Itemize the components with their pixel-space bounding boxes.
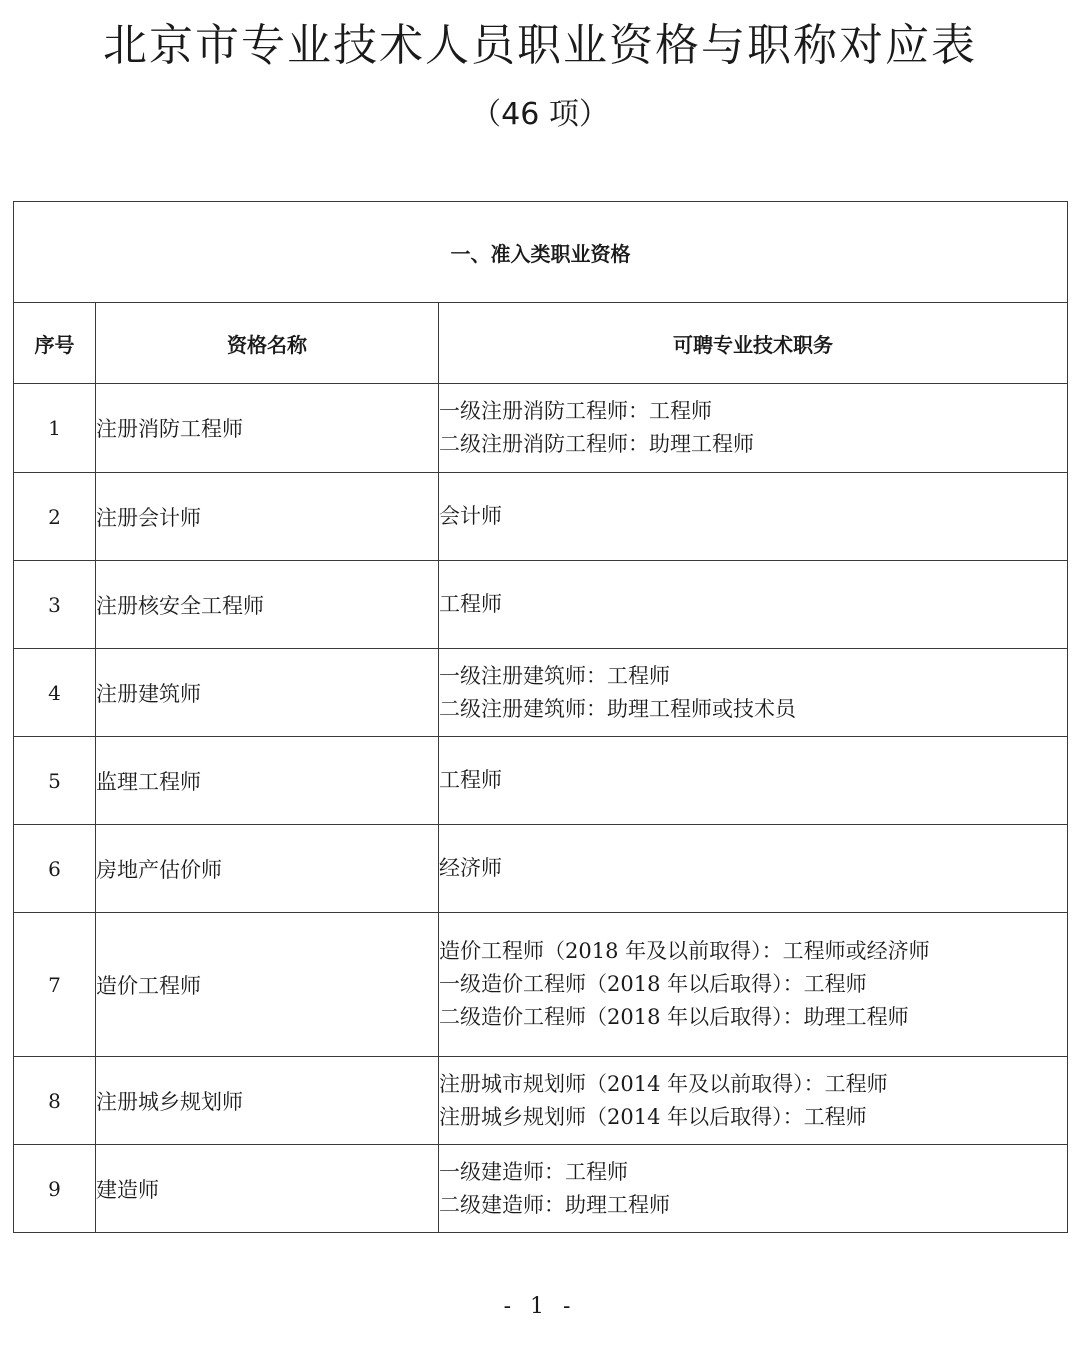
position-line: 工程师 bbox=[439, 592, 502, 616]
table-row bbox=[14, 737, 1068, 825]
row-number: 2 bbox=[14, 473, 96, 561]
row-number: 1 bbox=[14, 384, 96, 473]
position-line: 二级建造师：助理工程师 bbox=[439, 1192, 670, 1217]
column-header-row bbox=[14, 303, 1068, 384]
position-line: 一级注册消防工程师：工程师 bbox=[439, 399, 712, 423]
qualification-name: 房地产估价师 bbox=[96, 825, 439, 913]
qualification-name: 注册核安全工程师 bbox=[96, 561, 439, 649]
table-row bbox=[14, 473, 1068, 561]
row-number: 9 bbox=[14, 1145, 96, 1233]
position-cell bbox=[439, 913, 1068, 1057]
qualification-name: 注册消防工程师 bbox=[96, 384, 439, 473]
qualification-name: 造价工程师 bbox=[96, 913, 439, 1057]
position-line: 二级注册消防工程师：助理工程师 bbox=[439, 432, 754, 456]
position-line: 一级建造师：工程师 bbox=[439, 1159, 628, 1184]
table-row bbox=[14, 1145, 1068, 1233]
table-row bbox=[14, 649, 1068, 737]
page-number: - 1 - bbox=[503, 1294, 577, 1319]
column-header-name: 资格名称 bbox=[96, 303, 439, 384]
row-number: 8 bbox=[14, 1057, 96, 1145]
position-line: 工程师 bbox=[439, 768, 502, 792]
position-cell bbox=[439, 384, 1068, 473]
row-number: 6 bbox=[14, 825, 96, 913]
position-line: 注册城乡规划师（2014 年以后取得）：工程师 bbox=[439, 1104, 867, 1129]
position-line: 二级造价工程师（2018 年以后取得）：助理工程师 bbox=[439, 1005, 909, 1029]
position-line: 会计师 bbox=[439, 504, 502, 528]
table-row bbox=[14, 384, 1068, 473]
table-row bbox=[14, 561, 1068, 649]
qualification-name: 注册会计师 bbox=[96, 473, 439, 561]
qualification-table bbox=[13, 201, 1068, 1233]
position-cell bbox=[439, 737, 1068, 825]
position-cell bbox=[439, 1057, 1068, 1145]
table-row bbox=[14, 913, 1068, 1057]
column-header-num: 序号 bbox=[14, 303, 96, 384]
position-line: 一级注册建筑师：工程师 bbox=[439, 663, 670, 688]
position-cell bbox=[439, 825, 1068, 913]
table-row bbox=[14, 1057, 1068, 1145]
row-number: 5 bbox=[14, 737, 96, 825]
document-title: 北京市专业技术人员职业资格与职称对应表 bbox=[103, 20, 977, 71]
qualification-name: 注册建筑师 bbox=[96, 649, 439, 737]
qualification-name: 注册城乡规划师 bbox=[96, 1057, 439, 1145]
position-cell bbox=[439, 649, 1068, 737]
qualification-name: 监理工程师 bbox=[96, 737, 439, 825]
position-line: 经济师 bbox=[439, 856, 502, 880]
position-cell bbox=[439, 561, 1068, 649]
position-line: 一级造价工程师（2018 年以后取得）：工程师 bbox=[439, 972, 867, 996]
table-row bbox=[14, 825, 1068, 913]
row-number: 7 bbox=[14, 913, 96, 1057]
qualification-name: 建造师 bbox=[96, 1145, 439, 1233]
row-number: 4 bbox=[14, 649, 96, 737]
column-header-duty: 可聘专业技术职务 bbox=[439, 303, 1068, 384]
section-header-row bbox=[14, 202, 1068, 303]
position-line: 造价工程师（2018 年及以前取得）：工程师或经济师 bbox=[439, 939, 930, 963]
position-cell bbox=[439, 473, 1068, 561]
position-cell bbox=[439, 1145, 1068, 1233]
document-subtitle: （46 项） bbox=[471, 97, 609, 132]
row-number: 3 bbox=[14, 561, 96, 649]
position-line: 注册城市规划师（2014 年及以前取得）：工程师 bbox=[439, 1071, 888, 1096]
position-line: 二级注册建筑师：助理工程师或技术员 bbox=[439, 696, 796, 721]
section-title: 一、准入类职业资格 bbox=[14, 202, 1068, 303]
